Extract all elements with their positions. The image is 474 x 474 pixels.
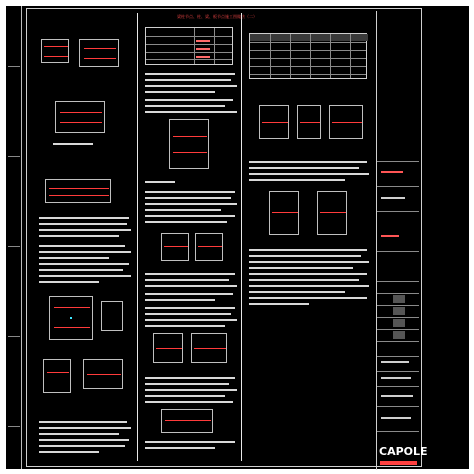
detail-15 <box>259 105 289 139</box>
drawing-frame <box>26 8 428 467</box>
detail-10 <box>161 233 189 261</box>
detail-18 <box>269 191 299 235</box>
company-logo: CAPOLE <box>379 445 428 458</box>
binding-margin <box>6 6 22 469</box>
detail-5 <box>49 296 93 340</box>
column-2 <box>141 11 239 463</box>
title-block <box>376 11 428 470</box>
detail-3 <box>55 101 105 133</box>
table-2 <box>249 33 367 79</box>
detail-14 <box>161 409 213 433</box>
column-3 <box>245 11 373 463</box>
logo-subtitle-bar <box>380 461 417 465</box>
detail-1 <box>41 39 69 63</box>
detail-4 <box>45 179 111 203</box>
detail-11 <box>195 233 223 261</box>
sheet-title: 梁柱节点、柱、梁、板节点施工图做法（二） <box>177 14 257 19</box>
detail-16 <box>297 105 321 139</box>
detail-17 <box>329 105 363 139</box>
detail-7 <box>43 359 71 393</box>
table-1 <box>145 27 233 65</box>
detail-13 <box>191 333 227 363</box>
detail-12 <box>153 333 183 363</box>
detail-8 <box>83 359 123 389</box>
detail-2 <box>79 39 119 67</box>
detail-19 <box>317 191 347 235</box>
detail-9 <box>169 119 209 169</box>
drawing-sheet <box>6 6 469 469</box>
column-1 <box>31 11 135 463</box>
detail-6 <box>101 301 123 331</box>
